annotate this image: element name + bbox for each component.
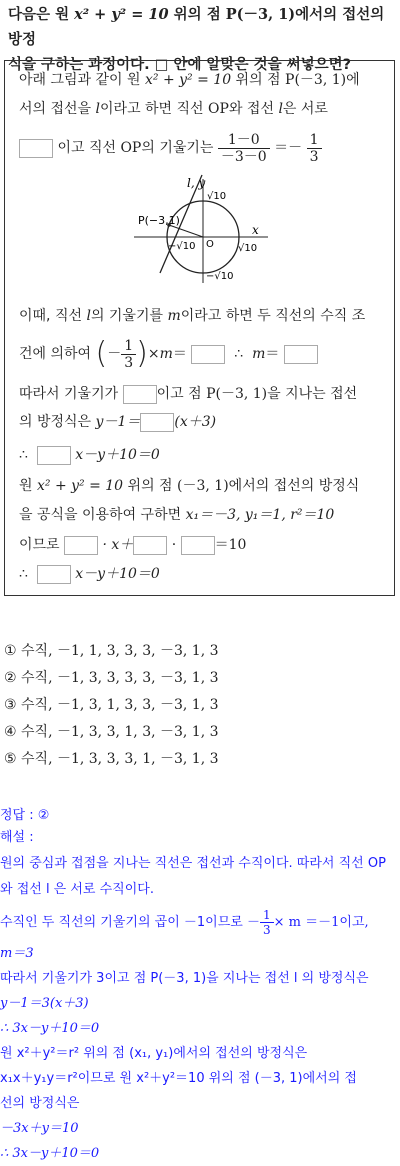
solution-line-8: 원 x²＋y²＝r² 위의 점 (x₁, y₁)에서의 접선의 방정식은 [0,1046,308,1061]
figure-label-p: P(−3,1) [138,214,180,227]
box-line-11: 이므로 · x＋ · ＝10 [19,537,247,553]
box-line-1: 아래 그림과 같이 원 x² + y² = 10 위의 점 P(－3, 1)에 [19,72,360,88]
blank-1[interactable] [19,139,53,158]
box-line-10: 을 공식을 이용하여 구하면 x₁＝－3, y₁＝1, r²＝10 [19,507,335,523]
figure-label-top: √10 [207,191,227,202]
blank-10[interactable] [37,565,71,584]
figure-label-right: √10 [238,243,258,254]
answer-label: 정답 : ② [0,808,50,823]
blank-2[interactable] [191,345,225,364]
problem-box [4,60,395,596]
figure-label-ly: l, y [187,176,206,190]
slope-fraction: $\frac{1-0}{-3-0}$ [218,132,270,165]
blank-3[interactable] [284,345,318,364]
slope-result-fraction: $\frac{1}{3}$ [307,132,322,165]
box-line-6: 따라서 기울기가 이고 점 P(－3, 1)을 지나는 접선 [19,386,358,402]
box-line-8: ∴ x－y＋10＝0 [19,447,160,463]
figure-label-bottom: −√10 [206,271,234,282]
solution-heading: 해설 : [0,830,34,845]
circle-figure [130,173,270,285]
solution-line-3: 수직인 두 직선의 기울기의 곱이 －1이므로 － $\frac{1}{3}$ × m ＝－1이고, [0,908,369,937]
box-line-12: ∴ x－y＋10＝0 [19,566,160,582]
choice-2[interactable]: ② 수직, －1, 3, 3, 3, 3, －3, 1, 3 [4,670,219,686]
blank-6[interactable] [37,446,71,465]
figure-label-o: O [206,239,214,250]
figure-label-x: x [252,223,259,237]
box-line-5: 건에 의하여 (－ $\frac{1}{3}$ )×m＝ ∴ m＝ [19,331,318,377]
solution-line-1: 원의 중심과 접점을 지나는 직선은 접선과 수직이다. 따라서 직선 OP [0,856,386,871]
solution-line-10: 선의 방정식은 [0,1096,80,1111]
question-line-2: 식을 구하는 과정이다. □ 안에 알맞은 것을 써넣으면? [8,57,352,73]
neg-third-fraction: $\frac{1}{3}$ [121,338,136,371]
figure-label-left: −√10 [168,241,196,252]
box-line-2: 서의 접선을 l이라고 하면 직선 OP와 접선 l은 서로 [19,101,328,117]
solution-line-2: 와 접선 l 은 서로 수직이다. [0,882,154,897]
solution-line-9: x₁x＋y₁y＝r²이므로 원 x²＋y²＝10 위의 점 (－3, 1)에서의 접 [0,1071,357,1086]
blank-5[interactable] [140,413,174,432]
solution-line-4: m＝3 [0,946,34,961]
box-line-3: 이고 직선 OP의 기울기는 $\frac{1-0}{-3-0}$ ＝－ $\frac{1}{3}$ [19,126,322,170]
box-line-4: 이때, 직선 l의 기울기를 m이라고 하면 두 직선의 수직 조 [19,308,366,324]
solution-line-11: －3x＋y＝10 [0,1121,79,1136]
choice-3[interactable]: ③ 수직, －1, 3, 1, 3, 3, －3, 1, 3 [4,697,219,713]
choice-1[interactable]: ① 수직, －1, 1, 3, 3, 3, －3, 1, 3 [4,643,219,659]
choice-4[interactable]: ④ 수직, －1, 3, 3, 1, 3, －3, 1, 3 [4,724,219,740]
box-line-7: 의 방정식은 y－1＝ (x＋3) [19,414,217,430]
question-line-1: 다음은 원 x² + y² = 10 위의 점 P(－3, 1)에서의 접선의 방정 [8,6,385,48]
blank-8[interactable] [133,536,167,555]
blank-9[interactable] [181,536,215,555]
solution-line-6: y－1＝3(x＋3) [0,996,89,1011]
solution-line-7: ∴ 3x－y＋10＝0 [0,1021,100,1036]
solution-line-12: ∴ 3x－y＋10＝0 [0,1146,100,1161]
solution-line-5: 따라서 기울기가 3이고 점 P(－3, 1)을 지나는 접선 l 의 방정식은 [0,971,369,986]
blank-7[interactable] [64,536,98,555]
box-line-9: 원 x² + y² = 10 위의 점 (－3, 1)에서의 접선의 방정식 [19,478,360,494]
blank-4[interactable] [123,385,157,404]
choice-5[interactable]: ⑤ 수직, －1, 3, 3, 3, 1, －3, 1, 3 [4,751,219,767]
